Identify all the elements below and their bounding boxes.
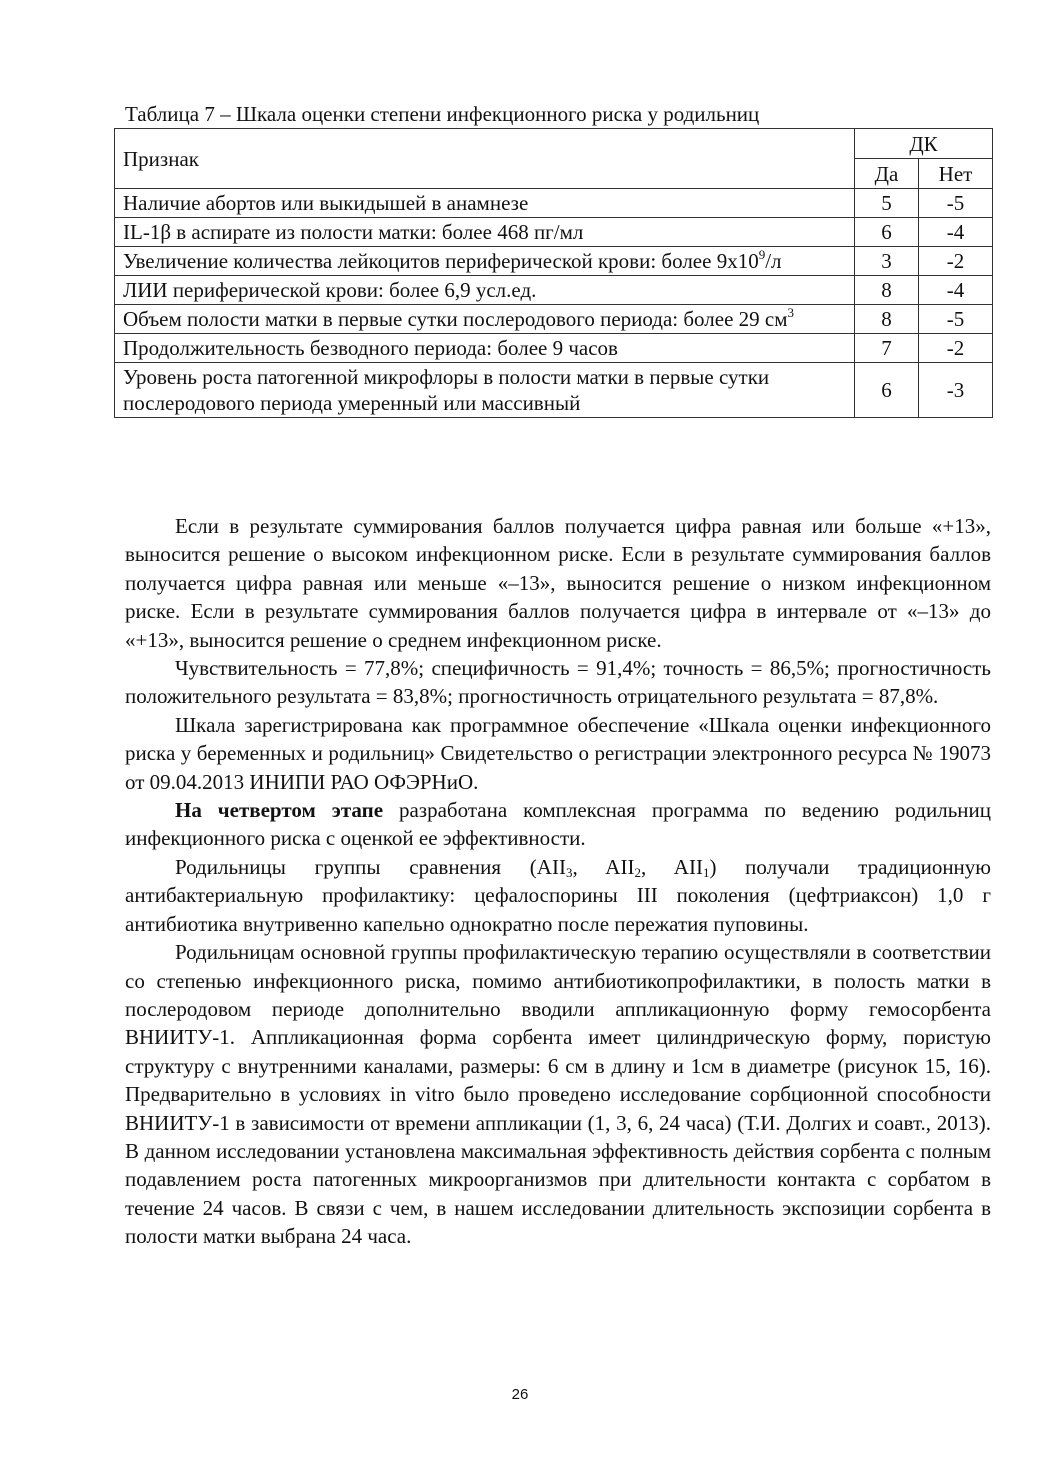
- comparison-text-c: , AII: [640, 854, 703, 879]
- score-yes-cell: 6: [855, 363, 919, 418]
- paragraph-stage-four: [125, 796, 991, 853]
- table-row: [115, 189, 993, 218]
- comparison-text-a: Родильницы группы сравнения (AII: [175, 854, 566, 879]
- table-row: [115, 276, 993, 305]
- body-text: [125, 512, 991, 1251]
- header-dk: ДК: [855, 129, 993, 159]
- score-no-cell: -5: [919, 305, 993, 334]
- header-yes: Да: [855, 159, 919, 189]
- page-number: 26: [511, 1386, 529, 1403]
- score-no-cell: -4: [919, 218, 993, 247]
- feature-cell: [115, 247, 855, 276]
- feature-superscript: 3: [787, 305, 795, 320]
- score-no-cell: -2: [919, 247, 993, 276]
- table-header-row: [115, 129, 993, 159]
- table-row: [115, 305, 993, 334]
- score-yes-cell: 8: [855, 305, 919, 334]
- score-yes-cell: 3: [855, 247, 919, 276]
- comparison-sub-1: 3: [565, 864, 573, 880]
- header-feature: Признак: [115, 129, 855, 189]
- table-row: [115, 334, 993, 363]
- feature-cell: [115, 363, 855, 418]
- comparison-sub-3: 1: [702, 864, 710, 880]
- score-yes-cell: 8: [855, 276, 919, 305]
- feature-text: IL-1β в аспирате из полости матки: более 468 пг/мл: [123, 220, 584, 244]
- header-no: Нет: [919, 159, 993, 189]
- table-caption: Таблица 7 – Шкала оценки степени инфекционного риска у родильниц: [125, 102, 760, 126]
- feature-cell: [115, 334, 855, 363]
- score-no-cell: -3: [919, 363, 993, 418]
- feature-cell: [115, 305, 855, 334]
- score-yes-cell: 5: [855, 189, 919, 218]
- paragraph-main-group: Родильницам основной группы профилактическую терапию осуществляли в соответствии со степенью инфекционного риска, помимо антибиотикопрофилактики, в полость матки в послеродовом периоде дополнительно вводили аппликационную форму гемосорбента ВНИИТУ-1. Аппликационная форма сорбента имеет цилиндрическую форму, пористую структуру с внутренними каналами, размеры: 6 см в длину и 1см в диаметре (рисунок 15, 16). Предварительно в условиях in vitro было проведено исследование сорбционной способности ВНИИТУ-1 в зависимости от времени аппликации (1, 3, 6, 24 часа) (Т.И. Долгих и соавт., 2013). В данном исследовании установлена максимальная эффективность действия сорбента с полным подавлением роста патогенных микроорганизмов при длительности контакта с сорбатом в течение 24 часов. В связи с чем, в нашем исследовании длительность экспозиции сорбента в полости матки выбрана 24 часа.: [125, 940, 991, 1249]
- score-yes-cell: 7: [855, 334, 919, 363]
- score-yes-cell: 6: [855, 218, 919, 247]
- comparison-text-d: ) получали традиционную антибактериальную профилактику: цефалоспорины III поколения (цефтриаксон) 1,0 г антибиотика внутривенно капельно однократно после пережатия пуповины.: [125, 854, 991, 936]
- feature-superscript: 9: [758, 247, 766, 262]
- comparison-text-b: , AII: [572, 854, 635, 879]
- feature-text: Объем полости матки в первые сутки послеродового периода: более 29 см: [123, 307, 788, 331]
- feature-cell: [115, 218, 855, 247]
- paragraph-metrics: Чувствительность = 77,8%; специфичность = 91,4%; точность = 86,5%; прогностичность положительного результата = 83,8%; прогностичность отрицательного результата = 87,8%.: [125, 656, 991, 709]
- feature-text: Увеличение количества лейкоцитов периферической крови: более 9х10: [123, 249, 759, 273]
- feature-text: Продолжительность безводного периода: более 9 часов: [123, 336, 618, 360]
- paragraph-decision-rule: Если в результате суммирования баллов получается цифра равная или больше «+13», выносится решение о высоком инфекционном риске. Если в результате суммирования баллов получается цифра равная или меньше «–13», выносится решение о низком инфекционном риске. Если в результате суммирования баллов получается цифра в интервале от «–13» до «+13», выносится решение о среднем инфекционном риске.: [125, 514, 991, 652]
- score-no-cell: -5: [919, 189, 993, 218]
- feature-cell: [115, 276, 855, 305]
- feature-unit: /л: [765, 249, 782, 273]
- risk-scale-table: [114, 128, 993, 418]
- feature-text: Наличие абортов или выкидышей в анамнезе: [123, 191, 529, 215]
- feature-cell: [115, 189, 855, 218]
- paragraph-comparison-group: [125, 853, 991, 938]
- paragraph-registration: Шкала зарегистрирована как программное обеспечение «Шкала оценки инфекционного риска у беременных и родильниц» Свидетельство о регистрации электронного ресурса № 19073 от 09.04.2013 ИНИПИ РАО ОФЭРНиО.: [125, 712, 991, 794]
- stage-four-bold: На четвертом этапе: [175, 798, 384, 823]
- score-no-cell: -2: [919, 334, 993, 363]
- feature-text: ЛИИ периферической крови: более 6,9 усл.ед.: [123, 278, 537, 302]
- comparison-sub-2: 2: [634, 864, 641, 880]
- feature-text: Уровень роста патогенной микрофлоры в полости матки в первые сутки послеродового периода умеренный или массивный: [123, 365, 770, 415]
- score-no-cell: -4: [919, 276, 993, 305]
- table-row: [115, 363, 993, 418]
- table-row: [115, 218, 993, 247]
- table-row: [115, 247, 993, 276]
- stage-four-text: разработана комплексная программа по ведению родильниц инфекционного риска с оценкой ее эффективности.: [125, 798, 991, 851]
